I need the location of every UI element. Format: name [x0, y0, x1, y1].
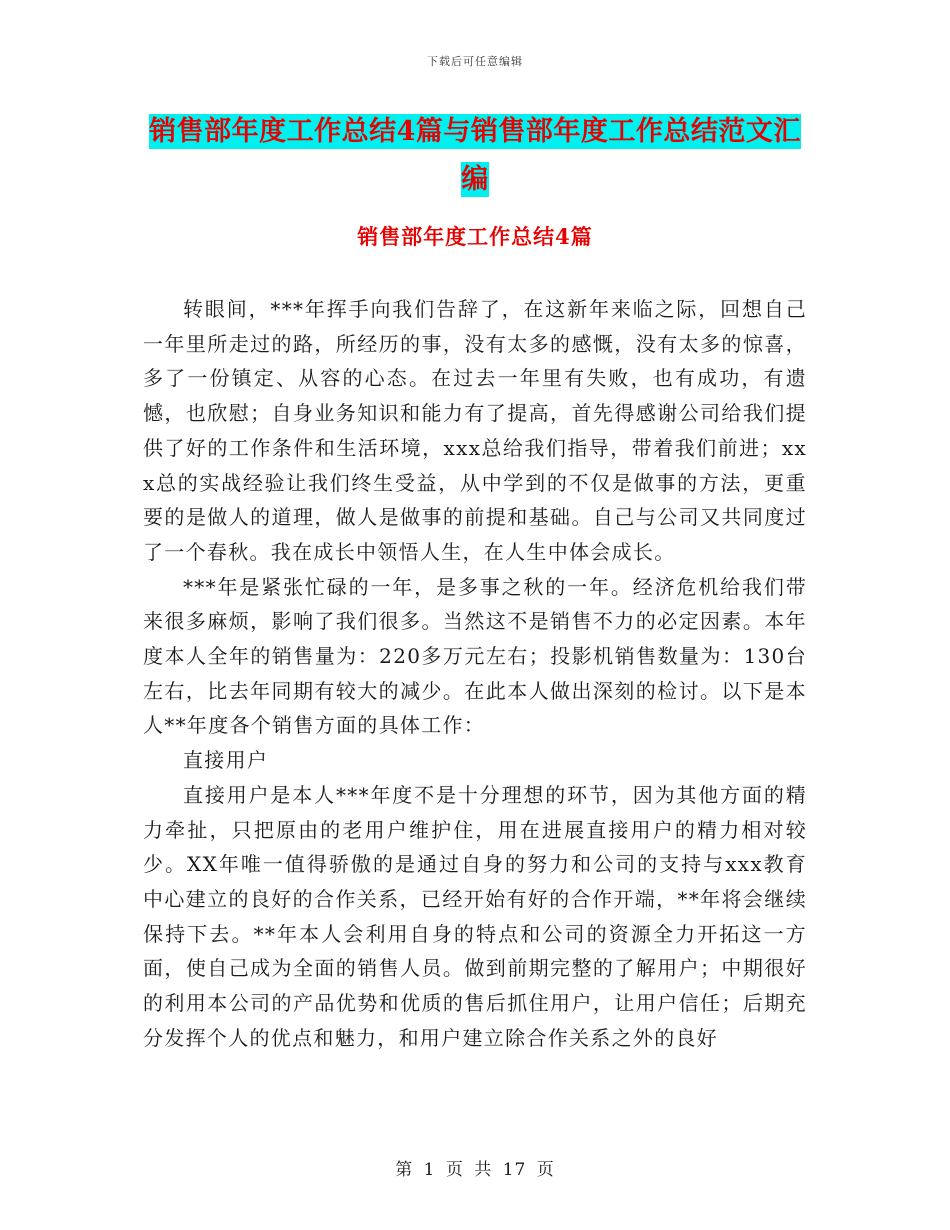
section-title: 销售部年度工作总结4篇	[357, 224, 593, 249]
paragraph: ***年是紧张忙碌的一年，是多事之秋的一年。经济危机给我们带来很多麻烦，影响了我们很多。当然这不是销售不力的必定因素。本年度本人全年的销售量为：220多万元左右；投影机销售数量为：130台左右，比去年同期有较大的减少。在此本人做出深刻的检讨。以下是本人**年度各个销售方面的具体工作：	[143, 574, 807, 738]
paragraph: 转眼间，***年挥手向我们告辞了，在这新年来临之际，回想自己一年里所走过的路，所经历的事，没有太多的感慨，没有太多的惊喜，多了一份镇定、从容的心态。在过去一年里有失败，也有成功，有遗憾，也欣慰；自身业务知识和能力有了提高，首先得感谢公司给我们提供了好的工作条件和生活环境，xxx总给我们指导，带着我们前进；xxx总的实战经验让我们终生受益，从中学到的不仅是做事的方法，更重要的是做人的道理，做人是做事的前提和基础。自己与公司又共同度过了一个春秋。我在成长中领悟人生，在人生中体会成长。	[143, 297, 807, 564]
paragraph: 直接用户是本人***年度不是十分理想的环节，因为其他方面的精力牵扯，只把原由的老用户维护住，用在进展直接用户的精力相对较少。XX年唯一值得骄傲的是通过自身的努力和公司的支持与xxx教育中心建立的良好的合作关系，已经开始有好的合作开端，**年将会继续保持下去。**年本人会利用自身的特点和公司的资源全力开拓这一方面，使自己成为全面的销售人员。做到前期完整的了解用户；中期很好的利用本公司的产品优势和优质的售后抓住用户，让用户信任；后期充分发挥个人的优点和魅力，和用户建立除合作关系之外的良好	[143, 782, 807, 1050]
document-title-text: 销售部年度工作总结4篇与销售部年度工作总结范文汇编	[149, 116, 801, 195]
document-body	[143, 292, 807, 1055]
document-title	[140, 108, 810, 204]
page-number: 第 1 页 共 17 页	[395, 1160, 555, 1180]
page-header-note: 下载后可任意编辑	[427, 55, 523, 68]
subheading-direct-users: 直接用户	[183, 748, 269, 773]
